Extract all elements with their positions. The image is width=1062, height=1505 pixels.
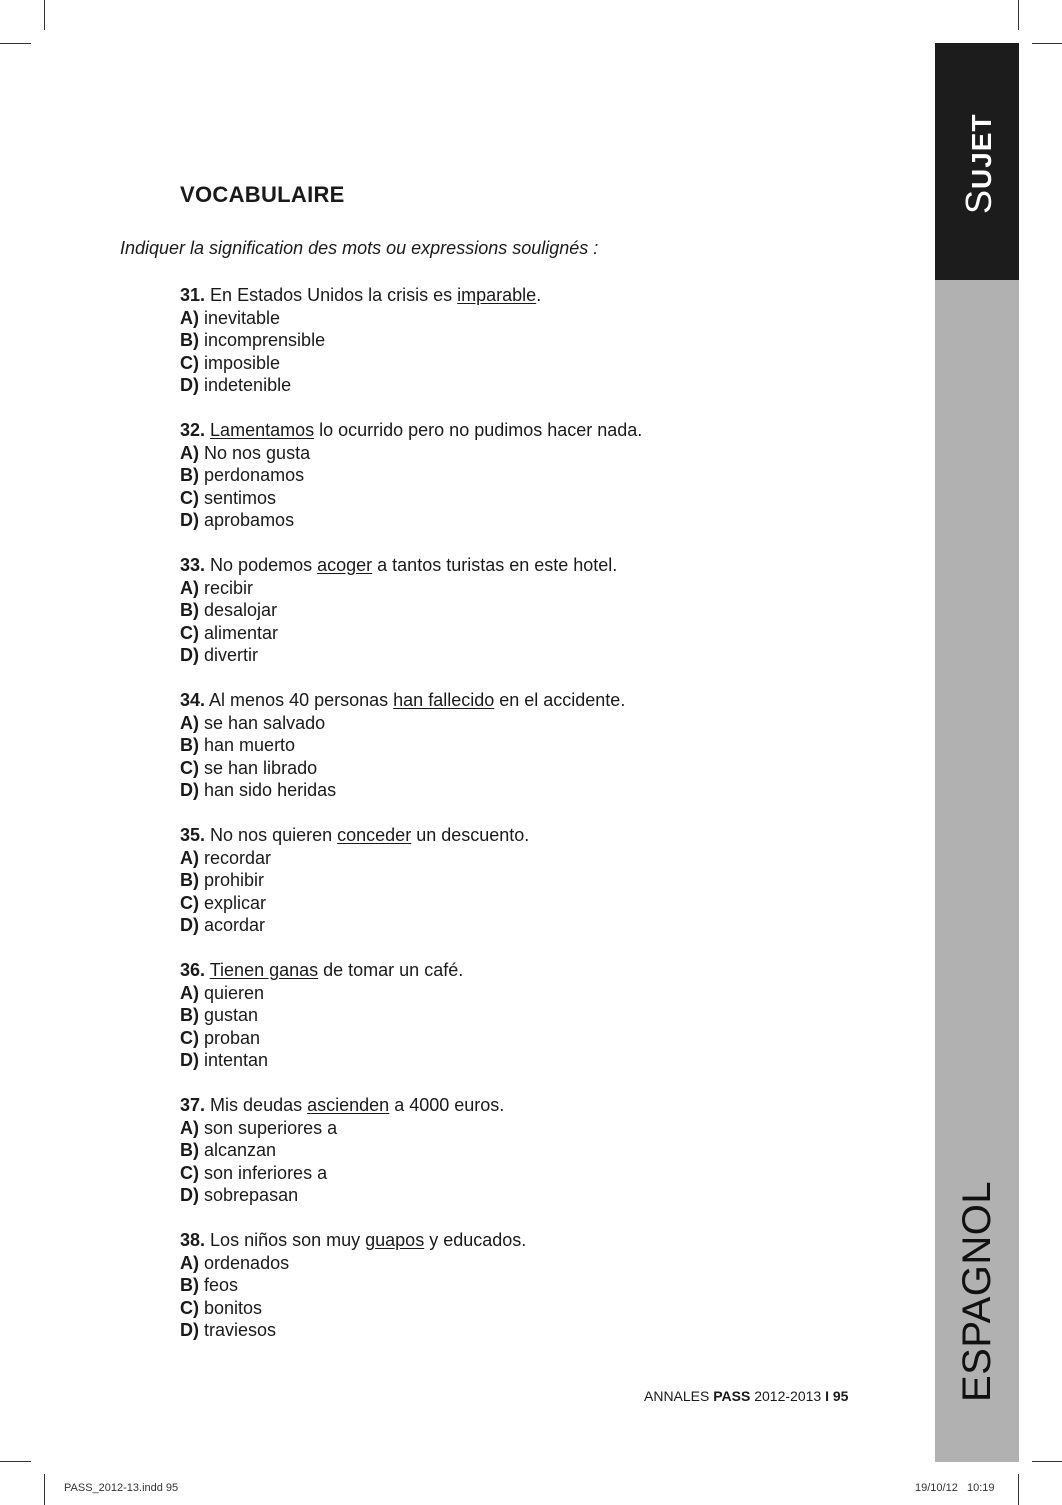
question-32 xyxy=(180,419,642,532)
question-stem: 34. Al menos 40 personas han fallecido en el accidente. xyxy=(180,690,626,710)
question-35 xyxy=(180,824,642,937)
option-a: A) recibir xyxy=(180,577,254,598)
option-d: D) traviesos xyxy=(180,1320,277,1340)
crop-mark xyxy=(44,0,45,30)
question-stem: 32. Lamentamos lo ocurrido pero no pudimos hacer nada. xyxy=(180,420,643,440)
option-d: D) sobrepasan xyxy=(180,1185,299,1205)
option-a: A) son superiores a xyxy=(180,1117,338,1138)
option-a: A) quieren xyxy=(180,982,265,1003)
option-c: C) son inferiores a xyxy=(180,1162,328,1183)
option-b: B) gustan xyxy=(180,1005,259,1025)
option-d: D) indetenible xyxy=(180,375,292,395)
question-34 xyxy=(180,689,642,802)
option-a: A) se han salvado xyxy=(180,712,326,733)
crop-mark xyxy=(0,1461,31,1462)
option-d: D) aprobamos xyxy=(180,510,295,530)
crop-mark xyxy=(0,43,31,44)
option-d: D) acordar xyxy=(180,915,266,935)
crop-mark xyxy=(44,1474,45,1505)
option-a: A) ordenados xyxy=(180,1252,290,1273)
question-stem: 35. No nos quieren conceder un descuento. xyxy=(180,825,530,845)
question-31 xyxy=(180,284,642,397)
option-b: B) desalojar xyxy=(180,600,278,620)
option-a: A) recordar xyxy=(180,847,272,868)
question-stem: 37. Mis deudas ascienden a 4000 euros. xyxy=(180,1095,505,1115)
option-d: D) han sido heridas xyxy=(180,780,337,800)
option-d: D) divertir xyxy=(180,645,259,665)
option-c: C) sentimos xyxy=(180,487,277,508)
page-number: I 95 xyxy=(825,1388,849,1404)
option-b: B) alcanzan xyxy=(180,1140,277,1160)
option-c: C) bonitos xyxy=(180,1297,263,1318)
option-b: B) incomprensible xyxy=(180,330,326,350)
option-c: C) imposible xyxy=(180,352,281,373)
question-stem: 33. No podemos acoger a tantos turistas en este hotel. xyxy=(180,555,618,575)
option-d: D) intentan xyxy=(180,1050,269,1070)
question-37 xyxy=(180,1094,642,1207)
option-c: C) explicar xyxy=(180,892,267,913)
option-b: B) han muerto xyxy=(180,735,296,755)
question-stem: 36. Tienen ganas de tomar un café. xyxy=(180,960,464,980)
question-stem: 31. En Estados Unidos la crisis es imparable. xyxy=(180,285,542,305)
option-a: A) No nos gusta xyxy=(180,442,311,463)
section-title: VOCABULAIRE xyxy=(180,182,345,207)
option-b: B) feos xyxy=(180,1275,239,1295)
slug-filename: PASS_2012-13.indd 95 xyxy=(64,1482,179,1494)
crop-mark xyxy=(1032,43,1062,44)
option-c: C) alimentar xyxy=(180,622,279,643)
instructions: Indiquer la signification des mots ou expressions soulignés : xyxy=(120,238,599,258)
question-38 xyxy=(180,1229,642,1342)
side-tab-label-subject: ESPAGNOL xyxy=(955,1180,999,1402)
option-c: C) se han librado xyxy=(180,757,318,778)
option-b: B) perdonamos xyxy=(180,465,305,485)
side-tab-label-sujet: SUJET xyxy=(958,113,999,214)
crop-mark xyxy=(1018,1474,1019,1505)
question-33 xyxy=(180,554,642,667)
option-c: C) proban xyxy=(180,1027,261,1048)
option-a: A) inevitable xyxy=(180,307,281,328)
option-b: B) prohibir xyxy=(180,870,265,890)
page-footer: ANNALES PASS 2012-2013 I 95 xyxy=(644,1388,849,1404)
crop-mark xyxy=(1018,0,1019,30)
question-list xyxy=(180,284,642,1364)
slug-timestamp: 19/10/12 10:19 xyxy=(915,1482,995,1494)
question-36 xyxy=(180,959,642,1072)
crop-mark xyxy=(1032,1461,1062,1462)
question-stem: 38. Los niños son muy guapos y educados. xyxy=(180,1230,527,1250)
